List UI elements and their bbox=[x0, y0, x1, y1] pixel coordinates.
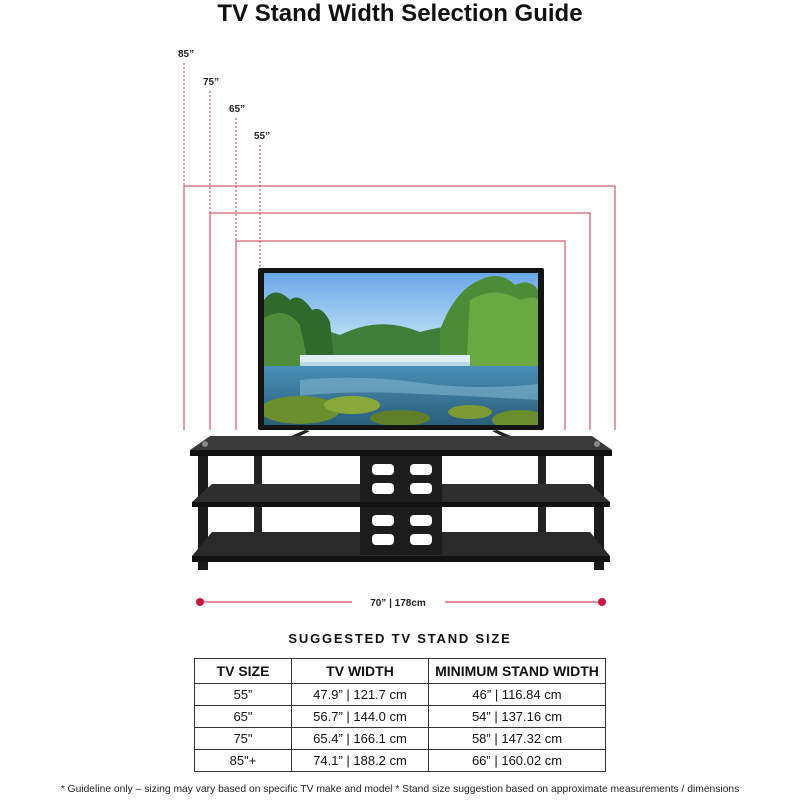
cell-tv-size: 55” bbox=[195, 684, 292, 706]
stand-width-label: 70” | 178cm bbox=[370, 598, 426, 609]
size-label-55: 55” bbox=[254, 131, 271, 142]
cell-tv-width: 65.4” | 166.1 cm bbox=[292, 728, 429, 750]
table-row bbox=[195, 684, 606, 706]
size-table bbox=[194, 658, 606, 772]
stand-width-dimension bbox=[196, 598, 606, 609]
cell-tv-width: 47.9” | 121.7 cm bbox=[292, 684, 429, 706]
table-row bbox=[195, 728, 606, 750]
size-label-75: 75” bbox=[203, 77, 220, 88]
cell-tv-width: 74.1” | 188.2 cm bbox=[292, 750, 429, 772]
size-label-85: 85” bbox=[178, 49, 195, 60]
footnote: * Guideline only – sizing may vary based on specific TV make and model * Stand size suggestion based on approximate measurements / dimensions bbox=[60, 784, 740, 795]
cell-min-stand-width: 58” | 147.32 cm bbox=[429, 728, 606, 750]
table-row bbox=[195, 750, 606, 772]
cell-min-stand-width: 54” | 137.16 cm bbox=[429, 706, 606, 728]
table-row bbox=[195, 706, 606, 728]
cell-tv-size: 75" bbox=[195, 728, 292, 750]
table-header-row bbox=[195, 659, 606, 684]
cell-tv-size: 85"+ bbox=[195, 750, 292, 772]
tv-stand bbox=[190, 436, 612, 570]
cell-min-stand-width: 46” | 116.84 cm bbox=[429, 684, 606, 706]
page-title: TV Stand Width Selection Guide bbox=[217, 0, 583, 27]
tv-screen-landscape bbox=[260, 273, 548, 430]
cell-tv-width: 56.7” | 144.0 cm bbox=[292, 706, 429, 728]
col-tv-width: TV WIDTH bbox=[292, 659, 429, 684]
table-heading: SUGGESTED TV STAND SIZE bbox=[288, 631, 512, 646]
cell-tv-size: 65" bbox=[195, 706, 292, 728]
col-tv-size: TV SIZE bbox=[195, 659, 292, 684]
size-label-65: 65” bbox=[229, 104, 246, 115]
tv bbox=[258, 268, 548, 441]
col-min-stand-width: MINIMUM STAND WIDTH bbox=[429, 659, 606, 684]
cell-min-stand-width: 66” | 160.02 cm bbox=[429, 750, 606, 772]
